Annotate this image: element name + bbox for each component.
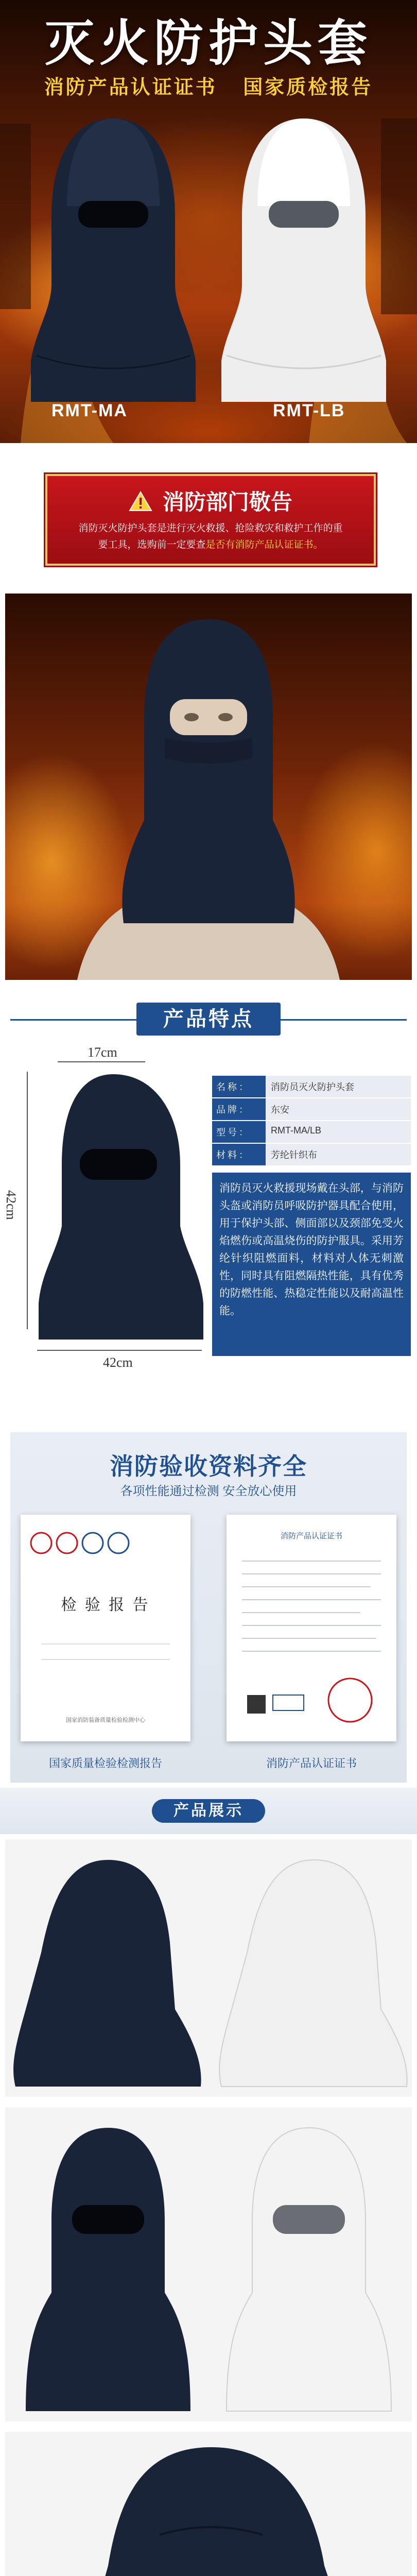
display-banner	[0, 1788, 417, 1834]
spec-value: 芳纶针织布	[266, 1144, 411, 1166]
navy-hood-image	[31, 113, 196, 402]
model-label-white: RMT-LB	[273, 401, 345, 420]
bottom-dim-line	[37, 1350, 202, 1351]
spec-row	[212, 1076, 411, 1098]
caption-certificate: 消防产品认证证书	[266, 1757, 357, 1770]
docs-subtitle: 各项性能通过检测 安全放心使用	[120, 1484, 297, 1498]
model-label-dark: RMT-MA	[51, 401, 128, 420]
certification-docs	[0, 1432, 417, 1783]
hero-title: 灭火防护头套	[45, 16, 372, 71]
notice-line-2-text: 要工具，选购前一定要查	[98, 539, 206, 550]
hero-sub-report: 国家质检报告	[243, 77, 373, 98]
spec-row	[212, 1098, 411, 1121]
hero-banner	[0, 0, 417, 443]
spec-row	[212, 1121, 411, 1144]
display-photo-side	[5, 1839, 412, 2097]
mannequin-hood-graphic	[5, 594, 412, 980]
product-display	[0, 1783, 417, 2576]
notice-highlight: 是否有消防产品认证证书。	[205, 539, 323, 550]
notice-box	[45, 474, 376, 566]
warning-icon	[129, 491, 152, 512]
side-view-hoods	[5, 1839, 412, 2097]
display-photo-tag	[5, 2432, 412, 2576]
inspection-report-image	[21, 1515, 190, 1741]
display-title: 产品展示	[152, 1799, 265, 1823]
features-banner: 产品特点	[136, 1003, 281, 1036]
caption-report: 国家质量检验检测报告	[48, 1757, 162, 1770]
mannequin-photo-section	[0, 587, 417, 989]
notice-line-1: 消防灭火防护头套是进行灭火救援、抢险救灾和救护工作的重	[78, 523, 343, 534]
width-dim-line	[58, 1061, 145, 1062]
dimension-hood-image	[36, 1072, 206, 1340]
product-certificate-image	[227, 1515, 396, 1741]
display-photo-front	[5, 2107, 412, 2421]
notice-heading: 消防部门敬告	[162, 490, 292, 514]
spec-value: 东安	[266, 1098, 411, 1121]
mannequin-fire-photo	[5, 594, 412, 980]
front-view-hoods	[5, 2107, 412, 2421]
hero-subtitle	[0, 71, 417, 99]
bottom-dim-label: 42cm	[103, 1355, 133, 1370]
spec-value: RMT-MA/LB	[266, 1121, 411, 1144]
report-logos	[21, 1525, 190, 1561]
height-dim-line	[27, 1072, 28, 1329]
spec-table	[212, 1076, 411, 1166]
docs-title: 消防验收资料齐全	[110, 1453, 307, 1480]
white-hood-image	[221, 113, 386, 402]
notice-heading-row	[47, 485, 374, 516]
fire-dept-notice	[0, 443, 417, 587]
spec-key: 型号：	[212, 1121, 266, 1144]
width-dim-label: 17cm	[88, 1045, 117, 1060]
report-heading: 检 验 报 告	[61, 1597, 150, 1614]
product-description: 消防员灭火救援现场戴在头部，与消防头盔或消防员呼吸防护器具配合使用，用于保护头部、侧面部以及颈部免受火焰燃伤或高温烧伤的防护服具。采用芳纶针织阻燃面料，材料对人体无刺激性，同时具有阻燃隔热性能，具有优秀的防燃性能、热稳定性能以及耐高温性能。	[212, 1173, 411, 1356]
docs-panel	[10, 1432, 407, 1783]
product-features	[0, 989, 417, 1432]
report-rule-1	[41, 1643, 170, 1645]
spec-key: 品牌：	[212, 1098, 266, 1121]
cert-heading: 消防产品认证证书	[280, 1532, 342, 1540]
spec-value: 消防员灭火防护头套	[266, 1076, 411, 1098]
spec-key: 材料：	[212, 1144, 266, 1166]
height-dim-label: 42cm	[4, 1190, 19, 1220]
tagged-hood-graphic	[5, 2432, 412, 2576]
hero-sub-cert: 消防产品认证证书	[44, 77, 217, 98]
spec-row	[212, 1144, 411, 1166]
spec-key: 名称：	[212, 1076, 266, 1098]
notice-line-2	[68, 537, 353, 553]
cert-body-graphic	[227, 1546, 396, 1752]
notice-body	[68, 520, 353, 553]
report-footer: 国家消防装备质量检验检测中心	[66, 1717, 145, 1723]
report-rule-2	[41, 1659, 170, 1660]
